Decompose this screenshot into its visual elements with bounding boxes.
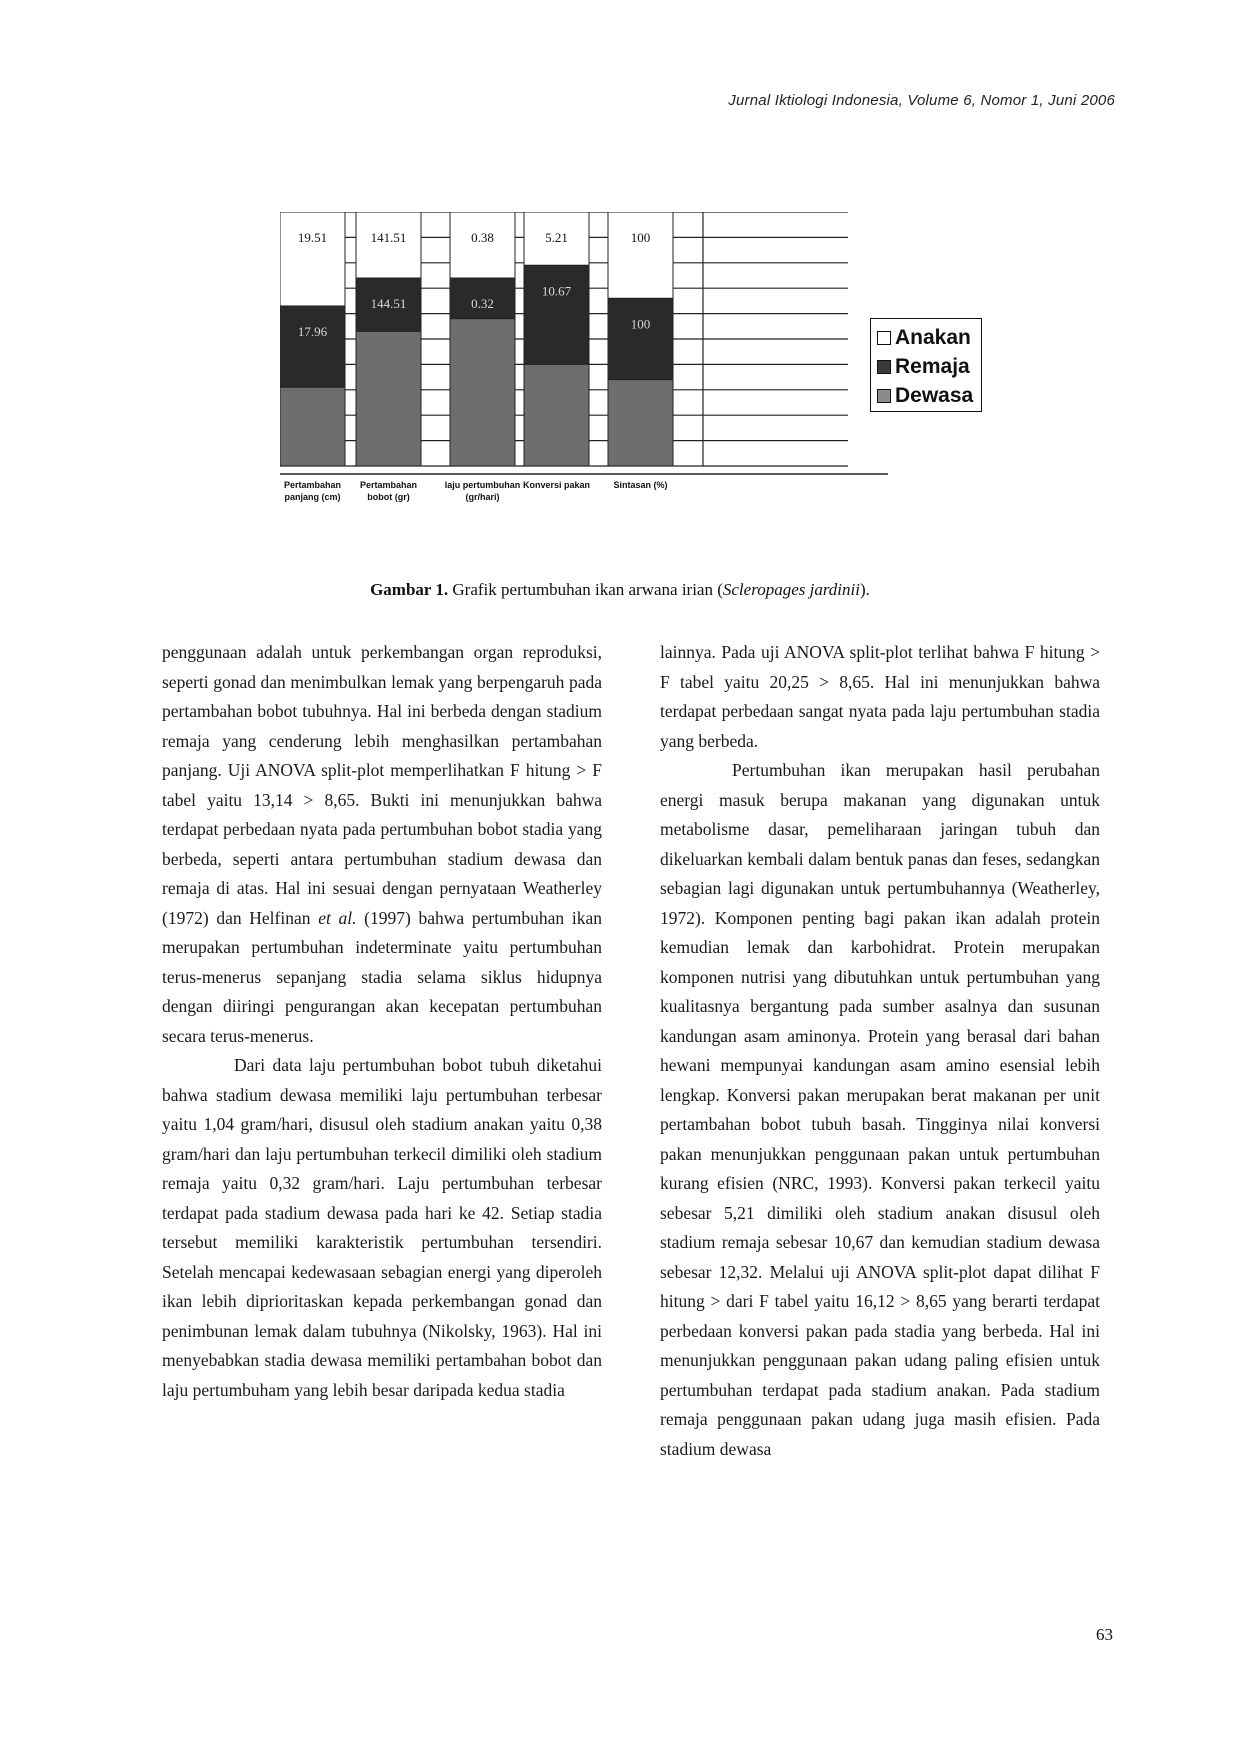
left-paragraph-2: Dari data laju pertumbuhan bobot tubuh diketahui bahwa stadium dewasa memiliki laju pertumbuhan terbesar yaitu 1,04 gram/hari, disusul oleh stadium anakan yaitu 0,38 gram/hari dan laju pertumbuhan terkecil dimiliki oleh stadium remaja yaitu 0,32 gram/hari. Laju pertumbuhan terbesar terdapat pada stadium dewasa pada hari ke 42. Setiap stadia tersebut memiliki karakteristik pertumbuhan tersendiri. Setelah mencapai kedewasaan sebagian energi yang diperoleh ikan lebih diprioritaskan kepada perkembangan gonad dan penimbunan lemak dalam tubuhnya (Nikolsky, 1963). Hal ini menyebabkan stadia dewasa memiliki pertambahan bobot dan laju pertumbuham yang lebih besar daripada kedua stadia (162, 1055, 602, 1400)
bar-segment (280, 212, 345, 306)
data-label: 10.67 (541, 283, 572, 299)
bar-segment (608, 212, 673, 298)
bar-segment (450, 212, 515, 278)
growth-chart-figure (280, 212, 1000, 574)
bar-segment (280, 306, 345, 387)
caption-label: Gambar 1. (370, 580, 449, 599)
left-p1-etal: et al. (318, 907, 357, 928)
x-tick-label: (gr/hari) (465, 492, 500, 502)
legend-item-dewasa (877, 381, 981, 410)
data-label: 19.51 (297, 230, 328, 245)
data-label: 0.38 (471, 230, 494, 245)
running-header: Jurnal Iktiologi Indonesia, Volume 6, Nomor 1, Juni 2006 (728, 92, 1115, 109)
data-label: 100 (630, 230, 651, 245)
data-label: 0.32 (471, 296, 494, 312)
data-label: 144.51 (370, 296, 407, 312)
bar-segment (356, 331, 421, 466)
right-paragraph-2: Pertumbuhan ikan merupakan hasil perubahan energi masuk berupa makanan yang digunakan untuk metabolisme dasar, pemeliharaan jaringan tubuh dan dikeluarkan kembali dalam bentuk panas dan feses, sedangkan sebagian lagi digunakan untuk pertumbuhannya (Weatherley, 1972). Komponen penting bagi pakan ikan adalah protein kemudian lemak dan karbohidrat. Protein merupakan komponen nutrisi yang dibutuhkan untuk pertumbuhan yang kualitasnya bergantung pada sumber asalnya dan susunan kandungan asam aminonya. Protein yang berasal dari bahan hewani mempunyai kandungan asam amino esensial lebih lengkap. Konversi pakan merupakan berat makanan per unit pertambahan bobot tubuh basah. Tingginya nilai konversi pakan menunjukkan penggunaan pakan untuk pertumbuhan kurang efisien (NRC, 1993). Konversi pakan terkecil yaitu sebesar 5,21 dimiliki oleh stadium anakan disusul oleh stadium remaja sebesar 10,67 dan kemudian stadium dewasa sebesar 12,32. Melalui uji ANOVA split-plot dapat dilihat F hitung > dari F tabel yaitu 16,12 > 8,65 yang berarti terdapat perbedaan konversi pakan pada stadia yang berbeda. Hal ini menunjukkan penggunaan pakan udang paling efisien untuk pertumbuhan terdapat pada stadium anakan. Pada stadium remaja penggunaan pakan udang juga masih efisien. Pada stadium dewasa (660, 760, 1100, 1459)
data-label: 17.96 (297, 323, 328, 339)
legend-item-anakan (877, 323, 981, 352)
data-label: 5.21 (545, 230, 568, 245)
x-tick-label: Pertambahan (359, 480, 418, 490)
data-label: 100 (630, 316, 651, 332)
right-paragraph-1: lainnya. Pada uji ANOVA split-plot terlihat bahwa F hitung > F tabel yaitu 20,25 > 8,65. Hal ini menunjukkan bahwa terdapat perbedaan sangat nyata pada laju pertumbuhan stadia yang berbeda. (660, 642, 1100, 751)
page-number: 63 (1096, 1625, 1113, 1644)
right-column (660, 638, 1100, 1464)
legend-swatch-remaja (877, 360, 891, 374)
x-tick-label: bobot (gr) (367, 492, 410, 502)
x-tick-label: Sintasan (%) (613, 480, 668, 490)
bar-segment (356, 212, 421, 278)
left-paragraph-1 (162, 638, 602, 1051)
bar-segment (608, 380, 673, 466)
x-tick-label: laju pertumbuhan (444, 480, 521, 490)
caption-text: Grafik pertumbuhan ikan arwana irian ( (452, 580, 723, 599)
legend-label-dewasa: Dewasa (895, 383, 974, 407)
caption-species: Scleropages jardinii (722, 580, 860, 599)
legend-swatch-dewasa (877, 389, 891, 403)
x-tick-label: panjang (cm) (284, 492, 341, 502)
x-tick-label: Konversi pakan (522, 480, 591, 490)
bar-segment (524, 364, 589, 466)
chart-legend (870, 318, 982, 412)
left-column (162, 638, 602, 1405)
legend-label-anakan: Anakan (895, 325, 971, 349)
legend-item-remaja (877, 352, 981, 381)
bar-segment (280, 387, 345, 466)
bar-segment (608, 298, 673, 379)
left-p1-text: penggunaan adalah untuk perkembangan organ reproduksi, seperti gonad dan menimbulkan lemak yang berpengaruh pada pertambahan bobot tubuhnya. Hal ini berbeda dengan stadium remaja yang cenderung lebih menghasilkan pertambahan panjang. Uji ANOVA split-plot memperlihatkan F hitung > F tabel yaitu 13,14 > 8,65. Bukti ini menunjukkan bahwa terdapat perbedaan nyata pada pertumbuhan bobot stadia yang berbeda, seperti antara pertumbuhan stadium dewasa dan remaja di atas. Hal ini sesuai dengan pernyataan Weatherley (1972) dan Helfinan (162, 642, 602, 928)
data-label: 141.51 (370, 230, 407, 245)
bar-segment (450, 319, 515, 466)
caption-end: ). (859, 580, 870, 599)
figure-caption (0, 580, 1240, 600)
legend-swatch-anakan (877, 331, 891, 345)
bar-segment (524, 265, 589, 364)
x-tick-label: Pertambahan (283, 480, 342, 490)
legend-label-remaja: Remaja (895, 354, 970, 378)
left-p1-end: (1997) bahwa pertumbuhan ikan merupakan pertumbuhan indeterminate yaitu pertumbuhan terus-menerus sepanjang stadia selama siklus hidupnya dengan diiringi pengurangan akan kecepatan pertumbuhan secara terus-menerus. (162, 907, 602, 1046)
